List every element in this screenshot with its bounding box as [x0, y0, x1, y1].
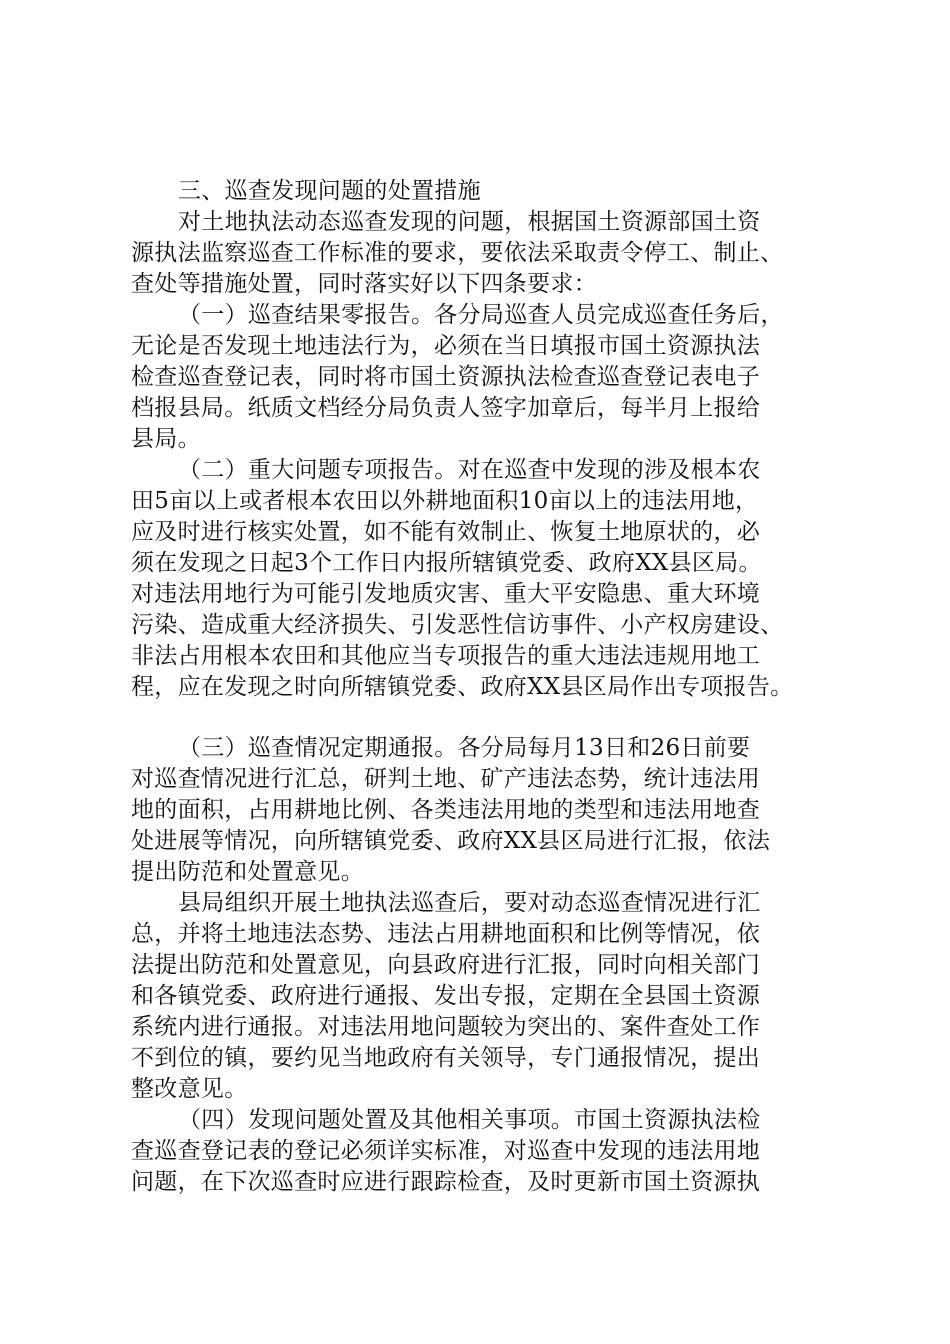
intro-line-1: 对土地执法动态巡查发现的问题，根据国土资源部国土资: [178, 209, 761, 235]
item3-line-1: （三）巡查情况定期通报。各分局每月13日和26日前要: [178, 735, 751, 761]
item4-line-1: （四）发现问题处置及其他相关事项。市国土资源执法检: [178, 1107, 761, 1133]
item3-line-2: 对巡查情况进行汇总，研判土地、矿产违法态势，统计违法用: [131, 766, 761, 792]
county-line-4: 和各镇党委、政府进行通报、发出专报，定期在全县国土资源: [131, 983, 761, 1009]
county-line-1: 县局组织开展土地执法巡查后，要对动态巡查情况进行汇: [178, 890, 761, 916]
item2-line-1: （二）重大问题专项报告。对在巡查中发现的涉及根本农: [178, 457, 761, 483]
item4-line-2: 查巡查登记表的登记必须详实标准，对巡查中发现的违法用地: [131, 1138, 761, 1164]
county-line-5: 系统内进行通报。对违法用地问题较为突出的、案件查处工作: [131, 1014, 761, 1040]
county-line-3: 法提出防范和处置意见，向县政府进行汇报，同时向相关部门: [131, 952, 761, 978]
item2-line-3: 应及时进行核实处置，如不能有效制止、恢复土地原状的，必: [131, 519, 761, 545]
item2-line-8: 程，应在发现之时向所辖镇党委、政府XX县区局作出专项报告。: [131, 674, 794, 700]
item1-line-5: 县局。: [131, 426, 201, 452]
item2-line-4: 须在发现之日起3个工作日内报所辖镇党委、政府XX县区局。: [131, 550, 762, 576]
county-line-7: 整改意见。: [131, 1076, 248, 1102]
item2-line-6: 污染、造成重大经济损失、引发恶性信访事件、小产权房建设、: [131, 612, 784, 638]
section-heading: 三、巡查发现问题的处置措施: [178, 178, 481, 204]
item2-line-5: 对违法用地行为可能引发地质灾害、重大平安隐患、重大环境: [131, 581, 761, 607]
item1-line-4: 档报县局。纸质文档经分局负责人签字加章后，每半月上报给: [131, 395, 761, 421]
county-line-2: 总，并将土地违法态势、违法占用耕地面积和比例等情况，依: [131, 921, 761, 947]
item2-line-7: 非法占用根本农田和其他应当专项报告的重大违法违规用地工: [131, 643, 761, 669]
item4-line-3: 问题，在下次巡查时应进行跟踪检查，及时更新市国土资源执: [131, 1169, 761, 1195]
item1-line-3: 检查巡查登记表，同时将市国土资源执法检查巡查登记表电子: [131, 364, 761, 390]
county-line-6: 不到位的镇，要约见当地政府有关领导，专门通报情况，提出: [131, 1045, 761, 1071]
item2-line-2: 田5亩以上或者根本农田以外耕地面积10亩以上的违法用地，: [131, 488, 759, 514]
item3-line-4: 处进展等情况，向所辖镇党委、政府XX县区局进行汇报，依法: [131, 828, 771, 854]
intro-line-2: 源执法监察巡查工作标准的要求，要依法采取责令停工、制止、: [131, 240, 784, 266]
item3-line-3: 地的面积，占用耕地比例、各类违法用地的类型和违法用地查: [131, 797, 761, 823]
item1-line-2: 无论是否发现土地违法行为，必须在当日填报市国土资源执法: [131, 333, 761, 359]
item1-line-1: （一）巡查结果零报告。各分局巡查人员完成巡查任务后，: [178, 302, 784, 328]
item3-line-5: 提出防范和处置意见。: [131, 859, 364, 885]
intro-line-3: 查处等措施处置，同时落实好以下四条要求：: [131, 271, 597, 297]
